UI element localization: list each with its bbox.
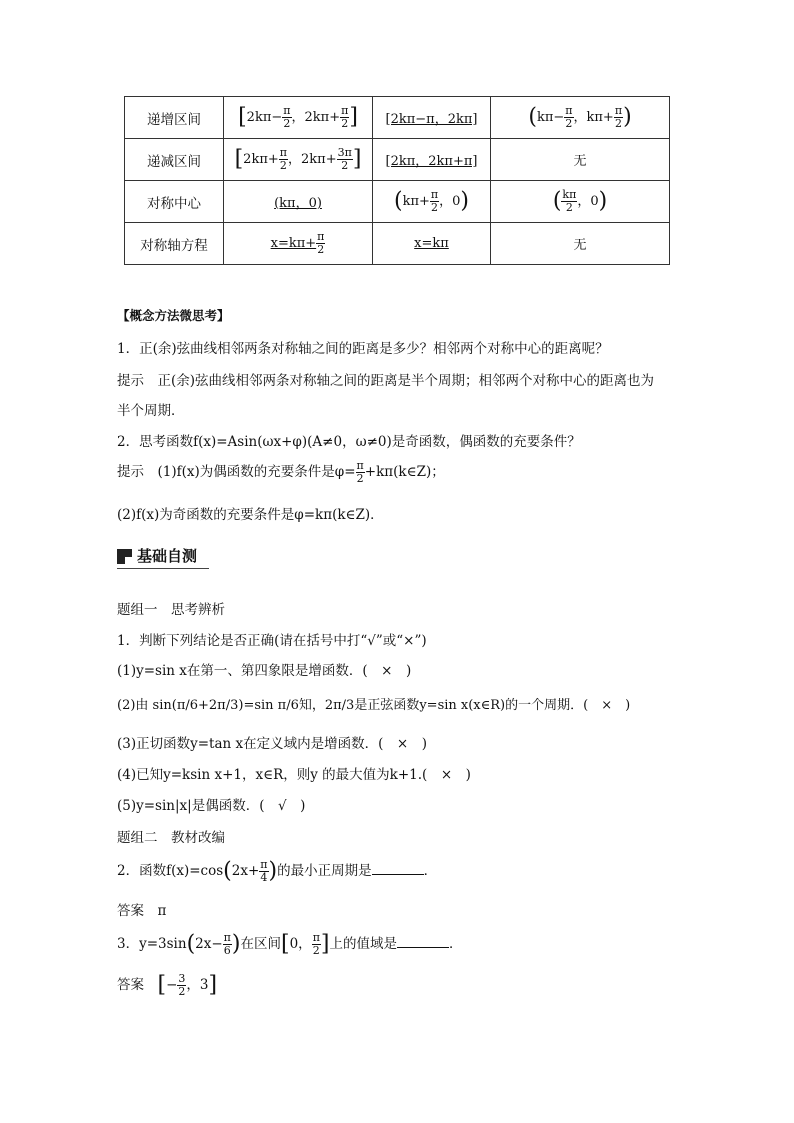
answer-blank — [397, 935, 449, 948]
judgement-item: (4)已知y=ksin x+1，x∈R，则y 的最大值为k+1.( × ) — [117, 767, 471, 783]
cell-cos: x=kπ — [373, 223, 491, 265]
cell-cos: [2kπ−π，2kπ] — [373, 97, 491, 139]
concept-answer-1-line2: 半个周期． — [117, 403, 185, 419]
answer-blank — [372, 862, 424, 875]
row-label: 递增区间 — [125, 97, 224, 139]
concept-question-2: 2．思考函数f(x)=Asin(ωx+φ)(A≠0，ω≠0)是奇函数，偶函数的充要条件？ — [117, 434, 581, 450]
cell-cos: [2kπ，2kπ+π] — [373, 139, 491, 181]
cell-tan: 无 — [491, 223, 670, 265]
row-label: 递减区间 — [125, 139, 224, 181]
concept-question-1: 1．正(余)弦曲线相邻两条对称轴之间的距离是多少？相邻两个对称中心的距离呢？ — [117, 341, 609, 357]
group1-question: 1．判断下列结论是否正确(请在括号中打“√”或“×”) — [117, 633, 427, 649]
judgement-item: (2)由 sin(π/6+2π/3)=sin π/6知，2π/3是正弦函数y=sin x(x∈R)的一个周期．( × ) — [117, 698, 631, 713]
cell-sin: x=kπ+ $\frac{\pi}{2}$ — [224, 223, 373, 265]
group2-question-2: 2．函数f(x)=cos(2x+ $\frac{\pi}{4}$ )的最小正周期是 ． — [117, 858, 438, 884]
row-label: 对称中心 — [125, 181, 224, 223]
concept-heading: 【概念方法微思考】 — [117, 308, 230, 323]
section-heading — [117, 545, 209, 571]
concept-answer-1-line1: 提示 正(余)弦曲线相邻两条对称轴之间的距离是半个周期；相邻两个对称中心的距离也为 — [117, 373, 655, 389]
table-row — [125, 223, 670, 265]
trig-properties-table — [124, 96, 670, 265]
cell-cos: (kπ+ $\frac{\pi}{2}$ ，0) — [373, 181, 491, 223]
concept-answer-2-line1: 提示 (1)f(x)为偶函数的充要条件是φ= $\frac{\pi}{2}$ +kπ(k∈Z)； — [117, 459, 445, 485]
judgement-item: (5)y=sin|x|是偶函数．( √ ) — [117, 798, 306, 814]
table-row — [125, 181, 670, 223]
cell-tan: (kπ− $\frac{\pi}{2}$ ，kπ+ $\frac{\pi}{2}$ ) — [491, 97, 670, 139]
cell-sin: [2kπ+ $\frac{\pi}{2}$ ，2kπ+ $\frac{3\pi}{2}$ ] — [224, 139, 373, 181]
section-underline — [117, 568, 209, 569]
section-title: 基础自测 — [137, 547, 198, 565]
judgement-item: (1)y=sin x在第一、第四象限是增函数．( × ) — [117, 663, 412, 679]
group2-answer-2: 答案 π — [117, 903, 167, 919]
group1-title: 题组一 思考辨析 — [117, 602, 225, 618]
table-row — [125, 97, 670, 139]
cell-sin: (kπ，0) — [224, 181, 373, 223]
cell-tan: 无 — [491, 139, 670, 181]
group2-question-3: 3．y=3sin(2x− $\frac{\pi}{6}$ )在区间[0， $\frac{\pi}{2}$ ]上的值域是 ． — [117, 931, 463, 957]
judgement-item: (3)正切函数y=tan x在定义域内是增函数．( × ) — [117, 736, 427, 752]
cell-tan: ( $\frac{k\pi}{2}$ ，0) — [491, 181, 670, 223]
row-label: 对称轴方程 — [125, 223, 224, 265]
concept-answer-2-line2: (2)f(x)为奇函数的充要条件是φ=kπ(k∈Z)． — [117, 507, 384, 523]
group2-answer-3: 答案 [− $\frac{3}{2}$ ，3] — [117, 972, 218, 998]
cell-sin: [2kπ− $\frac{\pi}{2}$ ，2kπ+ $\frac{\pi}{2}$ ] — [224, 97, 373, 139]
table-row — [125, 139, 670, 181]
group2-title: 题组二 教材改编 — [117, 830, 225, 846]
section-square-icon — [117, 549, 132, 564]
